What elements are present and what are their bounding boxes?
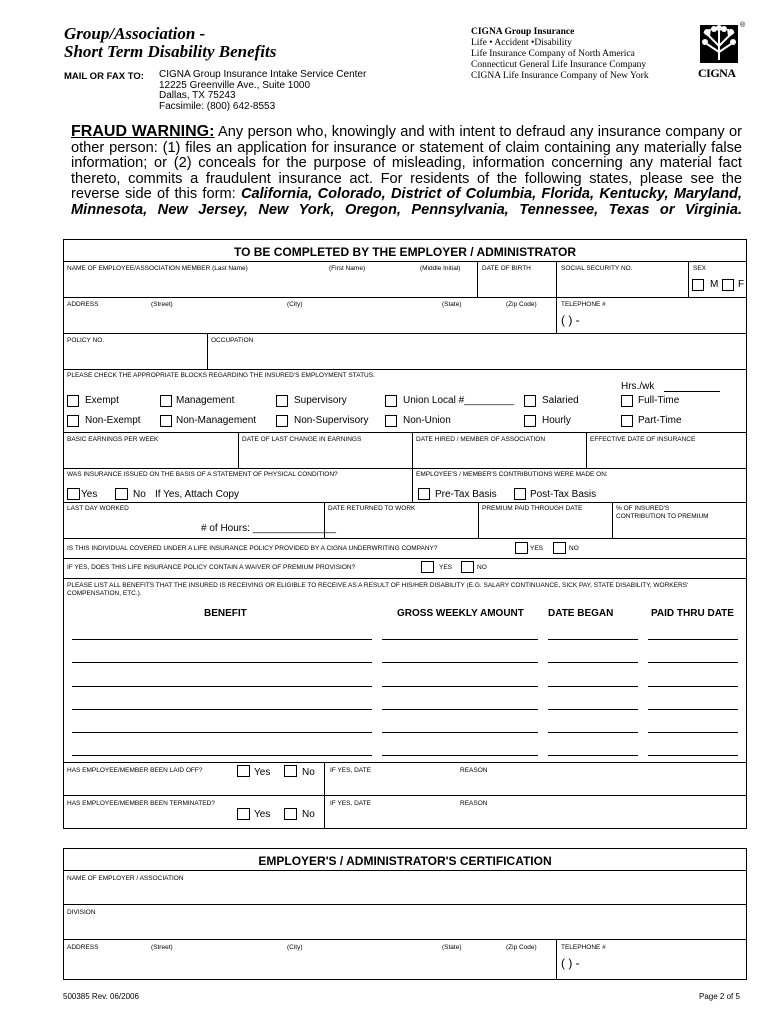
- non-supervisory-label: Non-Supervisory: [294, 415, 369, 426]
- street-label: (Street): [151, 301, 173, 308]
- page-number: Page 2 of 5: [699, 992, 740, 1001]
- union-local-label: Union Local #_________: [403, 395, 515, 406]
- non-union-checkbox[interactable]: [385, 415, 397, 427]
- address-field[interactable]: ADDRESS: [67, 301, 99, 308]
- non-management-label: Non-Management: [176, 415, 257, 426]
- last-change-earnings-field[interactable]: DATE OF LAST CHANGE IN EARNINGS: [242, 436, 362, 443]
- hourly-label: Hourly: [542, 415, 571, 426]
- employee-name-field[interactable]: NAME OF EMPLOYEE/ASSOCIATION MEMBER (Last Name): [67, 265, 248, 272]
- part-time-label: Part-Time: [638, 415, 682, 426]
- state-label: (State): [442, 944, 462, 951]
- laid-off-date-field[interactable]: IF YES, DATE: [330, 767, 371, 774]
- sex-m-label: M: [710, 279, 719, 290]
- zip-label: (Zip Code): [506, 301, 537, 308]
- form-number: 500385 Rev. 06/2006: [63, 992, 139, 1001]
- benefits-instruction: PLEASE LIST ALL BENEFITS THAT THE INSURED IS RECEIVING OR ELIGIBLE TO RECEIVE AS A RESULT OF HIS/HER DISABILITY (E.G. SALARY CONTINUANCE, SICK PAY, STATE DISABILITY, WORKERS' COMPENSATION, ETC.).: [67, 582, 689, 597]
- benefit-column-header: BENEFIT: [204, 608, 247, 619]
- laid-off-no-checkbox[interactable]: [284, 765, 297, 777]
- mail-label: MAIL OR FAX TO:: [64, 71, 144, 82]
- telephone-field[interactable]: TELEPHONE #: [561, 301, 606, 308]
- address-line: 12225 Greenville Ave., Suite 1000: [159, 79, 311, 91]
- date-returned-field[interactable]: DATE RETURNED TO WORK: [328, 505, 416, 512]
- pretax-label: Pre-Tax Basis: [435, 489, 497, 500]
- laid-off-yes-checkbox[interactable]: [237, 765, 250, 777]
- exempt-checkbox[interactable]: [67, 395, 79, 407]
- street-label: (Street): [151, 944, 173, 951]
- contribution-pct-field[interactable]: [616, 505, 709, 521]
- cigna-logo: [694, 22, 744, 80]
- company-name: CIGNA Life Insurance Company of New York: [471, 71, 649, 81]
- middle-initial-label: (Middle Initial): [420, 265, 461, 272]
- physical-condition-question: WAS INSURANCE ISSUED ON THE BASIS OF A STATEMENT OF PHYSICAL CONDITION?: [67, 471, 338, 478]
- employer-address-field[interactable]: ADDRESS: [67, 944, 99, 951]
- zip-label: (Zip Code): [506, 944, 537, 951]
- terminated-yes-label: Yes: [254, 809, 271, 820]
- company-tagline: Life • Accident •Disability: [471, 38, 572, 48]
- policy-number-field[interactable]: POLICY NO.: [67, 337, 105, 344]
- physical-yes-checkbox[interactable]: [67, 488, 80, 500]
- waiver-no-checkbox[interactable]: [461, 561, 474, 573]
- full-time-label: Full-Time: [638, 395, 680, 406]
- registered-mark: ®: [740, 22, 746, 29]
- hourly-checkbox[interactable]: [524, 415, 536, 427]
- basic-earnings-field[interactable]: BASIC EARNINGS PER WEEK: [67, 436, 159, 443]
- employer-name-field[interactable]: NAME OF EMPLOYER / ASSOCIATION: [67, 875, 184, 882]
- hours-per-week-label: Hrs./wk: [621, 381, 655, 392]
- life-no-label: NO: [569, 545, 579, 552]
- fraud-warning-text: Any person who, knowingly and with intent to defraud any insurance company or other person: (1) files an application for insurance or statement of claim containing any materially false information; or (2) conceals for the purpose of misleading, information concerning any material fact thereto, commits a fraudulent insurance act. For residents of the following states, please see the reverse side of this form:: [71, 124, 743, 203]
- sex-f-checkbox[interactable]: [722, 279, 734, 291]
- employer-phone-mask: ( ) -: [561, 956, 580, 970]
- first-name-label: (First Name): [329, 265, 366, 272]
- exempt-label: Exempt: [85, 395, 119, 406]
- terminated-question: HAS EMPLOYEE/MEMBER BEEN TERMINATED?: [67, 800, 215, 807]
- employer-section-heading: TO BE COMPLETED BY THE EMPLOYER / ADMINISTRATOR: [233, 245, 577, 259]
- waiver-no-label: NO: [477, 564, 487, 571]
- state-label: (State): [442, 301, 462, 308]
- hours-per-week-field[interactable]: [664, 391, 720, 392]
- union-local-checkbox[interactable]: [385, 395, 397, 407]
- terminated-no-label: No: [302, 809, 315, 820]
- division-field[interactable]: DIVISION: [67, 909, 96, 916]
- life-no-checkbox[interactable]: [553, 542, 566, 554]
- waiver-question: IF YES, DOES THIS LIFE INSURANCE POLICY CONTAIN A WAIVER OF PREMIUM PROVISION?: [67, 564, 356, 571]
- fraud-warning: [71, 124, 742, 219]
- fraud-warning-states: California, Colorado, District of Columbia, Florida, Kentucky, Maryland, Minnesota, New Jersey, New York, Oregon, Pennsylvania, Tennessee, Texas or Virginia.: [71, 186, 742, 218]
- posttax-label: Post-Tax Basis: [530, 489, 597, 500]
- status-instruction: PLEASE CHECK THE APPROPRIATE BLOCKS REGARDING THE INSURED'S EMPLOYMENT STATUS.: [67, 372, 375, 379]
- non-exempt-label: Non-Exempt: [85, 415, 141, 426]
- date-hired-field[interactable]: DATE HIRED / MEMBER OF ASSOCIATION: [416, 436, 546, 443]
- supervisory-label: Supervisory: [294, 395, 347, 406]
- terminated-date-field[interactable]: IF YES, DATE: [330, 800, 371, 807]
- laid-off-reason-field[interactable]: REASON: [460, 767, 488, 774]
- city-label: (City): [287, 301, 303, 308]
- physical-no-checkbox[interactable]: [115, 488, 128, 500]
- hours-field[interactable]: # of Hours: _______________: [201, 523, 337, 534]
- supervisory-checkbox[interactable]: [276, 395, 288, 407]
- address-line: Facsimile: (800) 642-8553: [159, 100, 276, 112]
- mail-address: [159, 70, 366, 112]
- waiver-yes-label: YES: [439, 564, 453, 571]
- sex-m-checkbox[interactable]: [692, 279, 704, 291]
- last-day-worked-field[interactable]: LAST DAY WORKED: [67, 505, 129, 512]
- management-checkbox[interactable]: [160, 395, 172, 407]
- form-subtitle: Short Term Disability Benefits: [64, 42, 277, 61]
- non-management-checkbox[interactable]: [160, 415, 172, 427]
- non-exempt-checkbox[interactable]: [67, 415, 79, 427]
- certification-heading: EMPLOYER'S / ADMINISTRATOR'S CERTIFICATION: [258, 854, 552, 868]
- sex-label: SEX: [693, 265, 707, 272]
- waiver-yes-checkbox[interactable]: [421, 561, 434, 573]
- salaried-checkbox[interactable]: [524, 395, 536, 407]
- address-line: Dallas, TX 75243: [159, 90, 236, 101]
- management-label: Management: [176, 395, 235, 406]
- fraud-warning-label: FRAUD WARNING:: [71, 123, 215, 140]
- terminated-no-checkbox[interactable]: [284, 808, 297, 820]
- cigna-companies: [471, 27, 649, 82]
- physical-no-label: No: [133, 489, 146, 500]
- salaried-label: Salaried: [542, 395, 579, 406]
- non-supervisory-checkbox[interactable]: [276, 415, 288, 427]
- contribution-pct-label: % OF INSURED'S: [616, 505, 670, 512]
- full-time-checkbox[interactable]: [621, 395, 633, 407]
- employer-telephone-field[interactable]: TELEPHONE #: [561, 944, 606, 951]
- terminated-yes-checkbox[interactable]: [237, 808, 250, 820]
- non-union-label: Non-Union: [403, 415, 451, 426]
- employer-section: [63, 239, 747, 829]
- form-title: Group/Association -: [64, 24, 206, 43]
- life-yes-label: YES: [530, 545, 544, 552]
- company-name: Connecticut General Life Insurance Company: [471, 60, 647, 70]
- laid-off-question: HAS EMPLOYEE/MEMBER BEEN LAID OFF?: [67, 767, 203, 774]
- pretax-checkbox[interactable]: [418, 488, 430, 500]
- life-insurance-question: IS THIS INDIVIDUAL COVERED UNDER A LIFE INSURANCE POLICY PROVIDED BY A CIGNA UNDERWRITING COMPANY?: [67, 545, 438, 552]
- occupation-field[interactable]: OCCUPATION: [211, 337, 254, 344]
- tree-logo-icon: [694, 22, 744, 66]
- company-name: CIGNA Group Insurance: [471, 27, 575, 37]
- laid-off-yes-label: Yes: [254, 767, 271, 778]
- posttax-checkbox[interactable]: [514, 488, 526, 500]
- effective-date-field[interactable]: EFFECTIVE DATE OF INSURANCE: [590, 436, 696, 443]
- phone-mask: ( ) -: [561, 313, 580, 327]
- gross-weekly-column-header: GROSS WEEKLY AMOUNT: [397, 608, 524, 619]
- paid-thru-column-header: PAID THRU DATE: [651, 608, 734, 619]
- logo-wordmark: CIGNA: [698, 66, 736, 80]
- attach-copy-label: If Yes, Attach Copy: [155, 489, 239, 500]
- contribution-pct-label: CONTRIBUTION TO PREMIUM: [616, 513, 709, 520]
- date-of-birth-field[interactable]: DATE OF BIRTH: [482, 265, 531, 272]
- life-yes-checkbox[interactable]: [515, 542, 528, 554]
- city-label: (City): [287, 944, 303, 951]
- terminated-reason-field[interactable]: REASON: [460, 800, 488, 807]
- address-line: CIGNA Group Insurance Intake Service Center: [159, 69, 367, 80]
- date-began-column-header: DATE BEGAN: [548, 608, 614, 619]
- part-time-checkbox[interactable]: [621, 415, 633, 427]
- premium-paid-field[interactable]: PREMIUM PAID THROUGH DATE: [482, 505, 583, 512]
- company-name: Life Insurance Company of North America: [471, 49, 635, 59]
- ssn-field[interactable]: SOCIAL SECURITY NO.: [561, 265, 633, 272]
- physical-yes-label: Yes: [81, 489, 98, 500]
- laid-off-no-label: No: [302, 767, 315, 778]
- sex-f-label: F: [738, 279, 745, 290]
- contributions-question: EMPLOYEE'S / MEMBER'S CONTRIBUTIONS WERE MADE ON:: [416, 471, 608, 478]
